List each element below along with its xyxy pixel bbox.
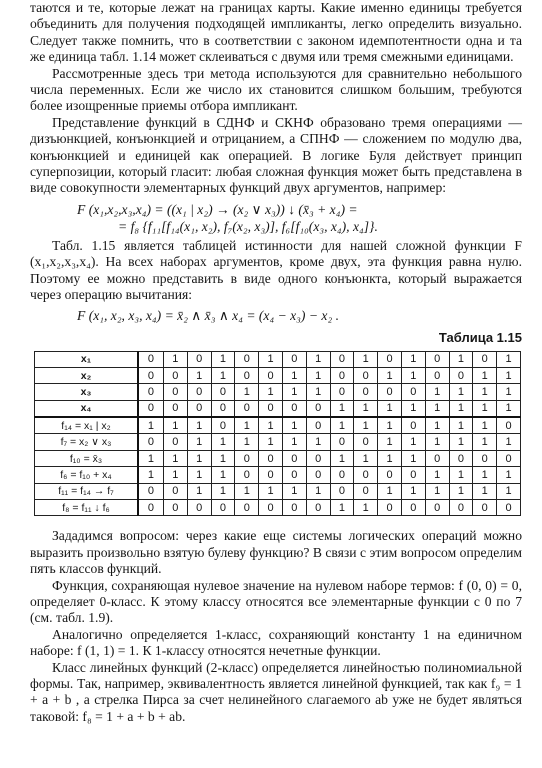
table-cell: 1 [425, 483, 449, 499]
table-cell: 0 [282, 400, 306, 417]
table-cell: 0 [306, 467, 330, 483]
table-cell: 1 [187, 367, 211, 383]
table-cell: 0 [330, 367, 354, 383]
table-cell: 0 [330, 384, 354, 400]
table-cell: 0 [282, 351, 306, 367]
table-cell: 0 [378, 384, 402, 400]
table-row [35, 384, 521, 400]
table-cell: 0 [330, 434, 354, 450]
table-cell: 1 [259, 384, 283, 400]
paragraph-2: Рассмотренные здесь три метода используются для сравнительно небольшого числа переменных. Если же число их становится слишком большим, требуются более изощренные приемы отбора импликант. [30, 65, 522, 114]
table-cell: 1 [354, 450, 378, 466]
truth-table [34, 351, 521, 517]
table-cell: 1 [282, 434, 306, 450]
table-cell: 0 [259, 367, 283, 383]
table-row [35, 483, 521, 499]
table-cell: 1 [378, 417, 402, 434]
table-cell: 1 [330, 500, 354, 516]
row-label: x₃ [35, 384, 139, 400]
table-cell: 0 [425, 500, 449, 516]
table-row [35, 450, 521, 466]
table-cell: 1 [401, 351, 425, 367]
table-cell: 0 [330, 351, 354, 367]
table-cell: 1 [378, 434, 402, 450]
table-cell: 0 [330, 467, 354, 483]
table-cell: 0 [163, 367, 187, 383]
table-cell: 0 [306, 450, 330, 466]
table-cell: 1 [449, 434, 473, 450]
table-cell: 1 [235, 434, 259, 450]
table-cell: 0 [425, 367, 449, 383]
table-cell: 1 [354, 400, 378, 417]
table-cell: 1 [497, 467, 521, 483]
table-cell: 0 [354, 467, 378, 483]
paragraph-7: Аналогично определяется 1-класс, сохраняющий константу 1 на единичном наборе: f (1, 1) = 1. К 1-классу относятся нечетные функции. [30, 626, 522, 659]
table-cell: 1 [211, 351, 235, 367]
table-cell: 1 [211, 467, 235, 483]
table-cell: 0 [138, 434, 163, 450]
table-cell: 1 [497, 367, 521, 383]
table-cell: 1 [211, 483, 235, 499]
row-label: f₁₁ = f₁₄ → f₇ [35, 483, 139, 499]
table-row [35, 434, 521, 450]
table-cell: 0 [425, 351, 449, 367]
row-label: f₈ = f₁₁ ↓ f₆ [35, 500, 139, 516]
table-cell: 0 [138, 351, 163, 367]
formula-superposition: F (x₁,x₂,x₃,x₄) = ((x₁ | x₂) → (x₂ ∨ x₃)) ↓ (x̄₃ + x₄) = [77, 201, 358, 217]
table-cell: 0 [259, 467, 283, 483]
table-row [35, 467, 521, 483]
table-cell: 0 [235, 450, 259, 466]
table-cell: 0 [163, 400, 187, 417]
table-cell: 0 [211, 500, 235, 516]
table-cell: 0 [306, 417, 330, 434]
table-cell: 0 [473, 500, 497, 516]
table-cell: 1 [187, 483, 211, 499]
table-cell: 1 [211, 367, 235, 383]
table-cell: 0 [473, 351, 497, 367]
table-cell: 1 [330, 417, 354, 434]
table-cell: 0 [306, 500, 330, 516]
table-cell: 1 [235, 417, 259, 434]
formula-conjunct: F (x₁, x₂, x₃, x₄) = x̄₂ ∧ x̄₃ ∧ x₄ = (x₄ − x₃) − x₂ . [77, 307, 339, 323]
paragraph-4: Табл. 1.15 является таблицей истинности для нашей сложной функции F (x₁,x₂,x₃,x₄). На всех наборах аргументов, кроме двух, эта функция равна нулю. Поэтому ее можно представить в виде одного конъюнкта, который выражается через операцию вычитания: [30, 237, 522, 303]
table-cell: 0 [138, 367, 163, 383]
table-caption: Таблица 1.15 [438, 329, 522, 345]
paragraph-1: таются и те, которые лежат на границах карты. Какие именно единицы требуется объединить для получения подходящей импликанты, легко определить визуально. Следует также помнить, что в соответствии с законом идемпотентности одна и та же единица табл. 1.14 может склеиваться с двумя или тремя смежными единицами. [30, 0, 522, 65]
table-cell: 1 [282, 384, 306, 400]
table-cell: 1 [138, 467, 163, 483]
table-row [35, 500, 521, 516]
table-cell: 1 [449, 351, 473, 367]
table-cell: 0 [401, 417, 425, 434]
table-cell: 1 [306, 351, 330, 367]
paragraph-8: Класс линейных функций (2-класс) определяется линейностью полиномиальной формы. Так, например, эквивалентность является линейной функцией, так как f₉ = 1 + a + b , а стрелка Пирса за счет нелинейного слагаемого ab уже не будет являться таковой: f₈ = 1 + a + b + ab. [30, 659, 522, 724]
table-cell: 0 [473, 450, 497, 466]
table-cell: 0 [211, 384, 235, 400]
table-cell: 1 [163, 450, 187, 466]
table-cell: 1 [401, 483, 425, 499]
table-cell: 0 [354, 483, 378, 499]
table-cell: 1 [235, 384, 259, 400]
table-cell: 0 [187, 400, 211, 417]
table-cell: 1 [163, 417, 187, 434]
table-cell: 0 [282, 450, 306, 466]
table-row [35, 417, 521, 434]
table-cell: 1 [497, 384, 521, 400]
table-cell: 1 [187, 450, 211, 466]
table-cell: 1 [163, 351, 187, 367]
table-cell: 0 [163, 434, 187, 450]
table-cell: 0 [259, 450, 283, 466]
table-row [35, 351, 521, 367]
table-cell: 0 [354, 367, 378, 383]
table-cell: 1 [378, 450, 402, 466]
paragraph-5: Зададимся вопросом: через какие еще системы логических операций можно выразить произвольно взятую булеву функцию? В связи с этим вопросом определим пять классов функций. [30, 528, 522, 577]
table-cell: 0 [259, 400, 283, 417]
table-cell: 0 [138, 400, 163, 417]
table-cell: 1 [354, 500, 378, 516]
table-row [35, 367, 521, 383]
table-cell: 0 [282, 467, 306, 483]
table-cell: 0 [187, 384, 211, 400]
row-label: f₁₄ = x₁ | x₂ [35, 417, 139, 434]
table-cell: 0 [235, 467, 259, 483]
table-cell: 1 [306, 384, 330, 400]
row-label: x₄ [35, 400, 139, 417]
table-cell: 1 [425, 384, 449, 400]
table-cell: 1 [187, 467, 211, 483]
table-cell: 1 [235, 483, 259, 499]
table-cell: 1 [282, 417, 306, 434]
table-cell: 1 [187, 434, 211, 450]
book-page [30, 0, 522, 725]
table-cell: 1 [330, 450, 354, 466]
table-cell: 1 [187, 417, 211, 434]
table-cell: 0 [425, 450, 449, 466]
paragraph-3: Представление функций в СДНФ и СКНФ образовано тремя операциями — дизъюнкцией, конъюнкцией и отрицанием, а СПНФ — сложением по модулю два, конъюнкцией и единицей как операцией. В логике Буля действует принцип суперпозиции, который гласит: любая сложная функция может быть представлена в виде совокупности элементарных функций двух аргументов, например: [30, 114, 522, 196]
table-cell: 1 [425, 417, 449, 434]
table-cell: 1 [449, 483, 473, 499]
table-cell: 1 [473, 467, 497, 483]
table-cell: 1 [401, 400, 425, 417]
table-cell: 1 [211, 434, 235, 450]
table-cell: 0 [235, 400, 259, 417]
table-cell: 0 [497, 417, 521, 434]
table-cell: 0 [401, 500, 425, 516]
table-cell: 0 [163, 483, 187, 499]
table-cell: 0 [449, 450, 473, 466]
table-cell: 0 [163, 500, 187, 516]
table-cell: 0 [211, 400, 235, 417]
table-cell: 0 [306, 400, 330, 417]
table-cell: 1 [497, 483, 521, 499]
table-cell: 0 [187, 351, 211, 367]
table-cell: 1 [473, 483, 497, 499]
table-cell: 1 [401, 434, 425, 450]
table-cell: 1 [306, 367, 330, 383]
table-cell: 0 [497, 500, 521, 516]
table-cell: 0 [401, 384, 425, 400]
row-label: f₁₀ = x̄₃ [35, 450, 139, 466]
table-cell: 0 [449, 500, 473, 516]
table-cell: 1 [354, 417, 378, 434]
table-cell: 0 [401, 467, 425, 483]
table-cell: 0 [449, 367, 473, 383]
paragraph-6: Функция, сохраняющая нулевое значение на нулевом наборе термов: f (0, 0) = 0, определяет 0-класс. К этому классу относятся все элементарные функции с 0 по 7 (см. табл. 1.9). [30, 577, 522, 626]
table-cell: 1 [378, 400, 402, 417]
table-cell: 0 [235, 351, 259, 367]
table-cell: 0 [235, 367, 259, 383]
table-cell: 0 [330, 483, 354, 499]
table-cell: 1 [138, 450, 163, 466]
table-cell: 1 [425, 467, 449, 483]
table-cell: 1 [449, 400, 473, 417]
table-cell: 1 [425, 400, 449, 417]
table-row [35, 400, 521, 417]
row-label: x₁ [35, 351, 139, 367]
row-label: x₂ [35, 367, 139, 383]
table-cell: 0 [138, 384, 163, 400]
table-cell: 1 [282, 367, 306, 383]
table-cell: 0 [138, 500, 163, 516]
table-cell: 1 [378, 367, 402, 383]
table-cell: 1 [449, 384, 473, 400]
table-cell: 0 [259, 500, 283, 516]
table-cell: 1 [473, 417, 497, 434]
table-cell: 1 [473, 384, 497, 400]
table-cell: 0 [187, 500, 211, 516]
table-cell: 1 [401, 367, 425, 383]
table-cell: 1 [425, 434, 449, 450]
table-cell: 1 [330, 400, 354, 417]
table-cell: 0 [378, 467, 402, 483]
table-cell: 1 [211, 450, 235, 466]
table-cell: 1 [306, 434, 330, 450]
table-cell: 1 [163, 467, 187, 483]
table-cell: 1 [473, 434, 497, 450]
table-cell: 1 [497, 434, 521, 450]
table-cell: 0 [497, 450, 521, 466]
table-cell: 0 [282, 500, 306, 516]
table-cell: 1 [259, 434, 283, 450]
row-label: f₇ = x₂ ∨ x₃ [35, 434, 139, 450]
table-cell: 1 [449, 417, 473, 434]
table-cell: 1 [497, 400, 521, 417]
table-cell: 1 [401, 450, 425, 466]
row-label: f₆ = f₁₀ + x₄ [35, 467, 139, 483]
table-cell: 1 [282, 483, 306, 499]
table-cell: 1 [138, 417, 163, 434]
table-cell: 1 [378, 483, 402, 499]
table-cell: 1 [354, 351, 378, 367]
table-cell: 0 [354, 434, 378, 450]
table-cell: 1 [259, 351, 283, 367]
table-cell: 1 [449, 467, 473, 483]
table-cell: 0 [354, 384, 378, 400]
table-cell: 1 [473, 400, 497, 417]
table-cell: 0 [378, 351, 402, 367]
table-cell: 0 [378, 500, 402, 516]
table-cell: 1 [497, 351, 521, 367]
table-cell: 1 [259, 483, 283, 499]
table-cell: 0 [211, 417, 235, 434]
table-cell: 0 [163, 384, 187, 400]
table-cell: 1 [259, 417, 283, 434]
table-cell: 1 [306, 483, 330, 499]
formula-superposition-cont: = f₈ {f₁₁[f₁₄(x₁, x₂), f₇(x₂, x₃)], f₆[f₁₀(x₃, x₄), x₄]}. [118, 218, 378, 234]
table-cell: 0 [235, 500, 259, 516]
table-cell: 0 [138, 483, 163, 499]
table-cell: 1 [473, 367, 497, 383]
